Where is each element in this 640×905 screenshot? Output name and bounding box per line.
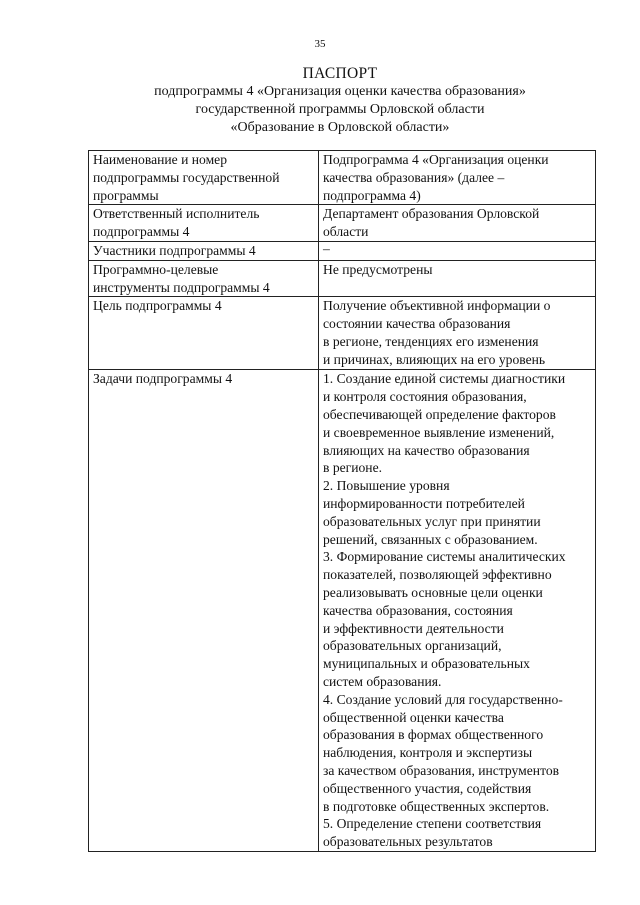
row-value-name-number [319,151,596,205]
value-line: и причинах, влияющих на его уровень [323,351,546,367]
row-label-participants [89,241,319,260]
label-line: Задачи подпрограммы 4 [93,371,233,387]
value-line: образования в формах общественного [323,727,544,743]
table-row [89,260,596,297]
value-line: в регионе. [323,460,383,476]
value-line: показателей, позволяющей эффективно [323,567,552,583]
document-header [60,64,620,137]
label-line: Наименование и номер [93,152,228,167]
label-line: Программно-целевые [93,261,219,277]
value-line: Подпрограмма 4 «Организация оценки [323,152,549,167]
label-line: программы [93,187,159,203]
row-label-responsible [89,205,319,242]
row-value-participants [319,241,596,260]
row-label-name-number [89,151,319,205]
value-line: 1. Создание единой системы диагностики [323,371,566,387]
passport-table [88,150,596,852]
value-line: решений, связанных с образованием. [323,531,538,547]
value-line: муниципальных и образовательных [323,656,530,672]
value-line: качества образования» (далее – [323,169,505,185]
value-line: 2. Повышение уровня [323,478,450,494]
value-line: состоянии качества образования [323,316,511,332]
label-line: Ответственный исполнитель [93,206,260,222]
row-value-responsible [319,205,596,242]
row-value-instruments [319,260,596,297]
value-line: образовательных организаций, [323,638,502,654]
row-label-tasks [89,370,319,852]
value-line: Получение объективной информации о [323,298,551,314]
value-line: Не предусмотрены [323,261,433,277]
value-line: 5. Определение степени соответствия [323,816,542,832]
value-line: качества образования, состояния [323,602,513,618]
page-number: 35 [314,38,326,50]
value-line: в подготовке общественных экспертов. [323,798,550,814]
value-line: общественного участия, содействия [323,780,532,796]
row-value-goal [319,297,596,370]
label-line: подпрограммы 4 [93,224,190,240]
value-line: обеспечивающей определение факторов [323,406,556,422]
value-line: 4. Создание условий для государственно- [323,691,563,707]
subtitle-line: подпрограммы 4 «Организация оценки качества образования» [154,84,526,99]
value-line: Департамент образования Орловской [323,206,540,222]
table-row [89,205,596,242]
value-line: реализовывать основные цели оценки [323,584,543,600]
row-label-instruments [89,260,319,297]
label-line: Участники подпрограммы 4 [93,242,256,258]
value-line: влияющих на качество образования [323,442,530,458]
value-line: области [323,224,369,240]
table-row [89,241,596,260]
table-row [89,297,596,370]
subtitle-line: государственной программы Орловской области [195,102,485,117]
value-line: и своевременное выявление изменений, [323,424,555,440]
label-line: инструменты подпрограммы 4 [93,279,270,295]
table-row [89,370,596,852]
value-line: подпрограмма 4) [323,187,421,203]
value-line: и эффективности деятельности [323,620,504,636]
value-line: и контроля состояния образования, [323,389,527,405]
value-line: 3. Формирование системы аналитических [323,549,566,565]
document-title: ПАСПОРТ [302,65,378,82]
table-row [89,151,596,205]
value-line: наблюдения, контроля и экспертизы [323,745,533,761]
value-line: образовательных результатов [323,834,493,850]
row-value-tasks [319,370,596,852]
value-line: информированности потребителей [323,495,525,511]
value-line: образовательных услуг при принятии [323,513,541,529]
value-line: общественной оценки качества [323,709,504,725]
label-line: Цель подпрограммы 4 [93,298,222,314]
value-line: за качеством образования, инструментов [323,762,560,778]
row-label-goal [89,297,319,370]
value-line: – [323,240,330,256]
subtitle-line: «Образование в Орловской области» [230,120,450,135]
value-line: систем образования. [323,673,442,689]
label-line: подпрограммы государственной [93,169,280,185]
value-line: в регионе, тенденциях его изменения [323,333,539,349]
